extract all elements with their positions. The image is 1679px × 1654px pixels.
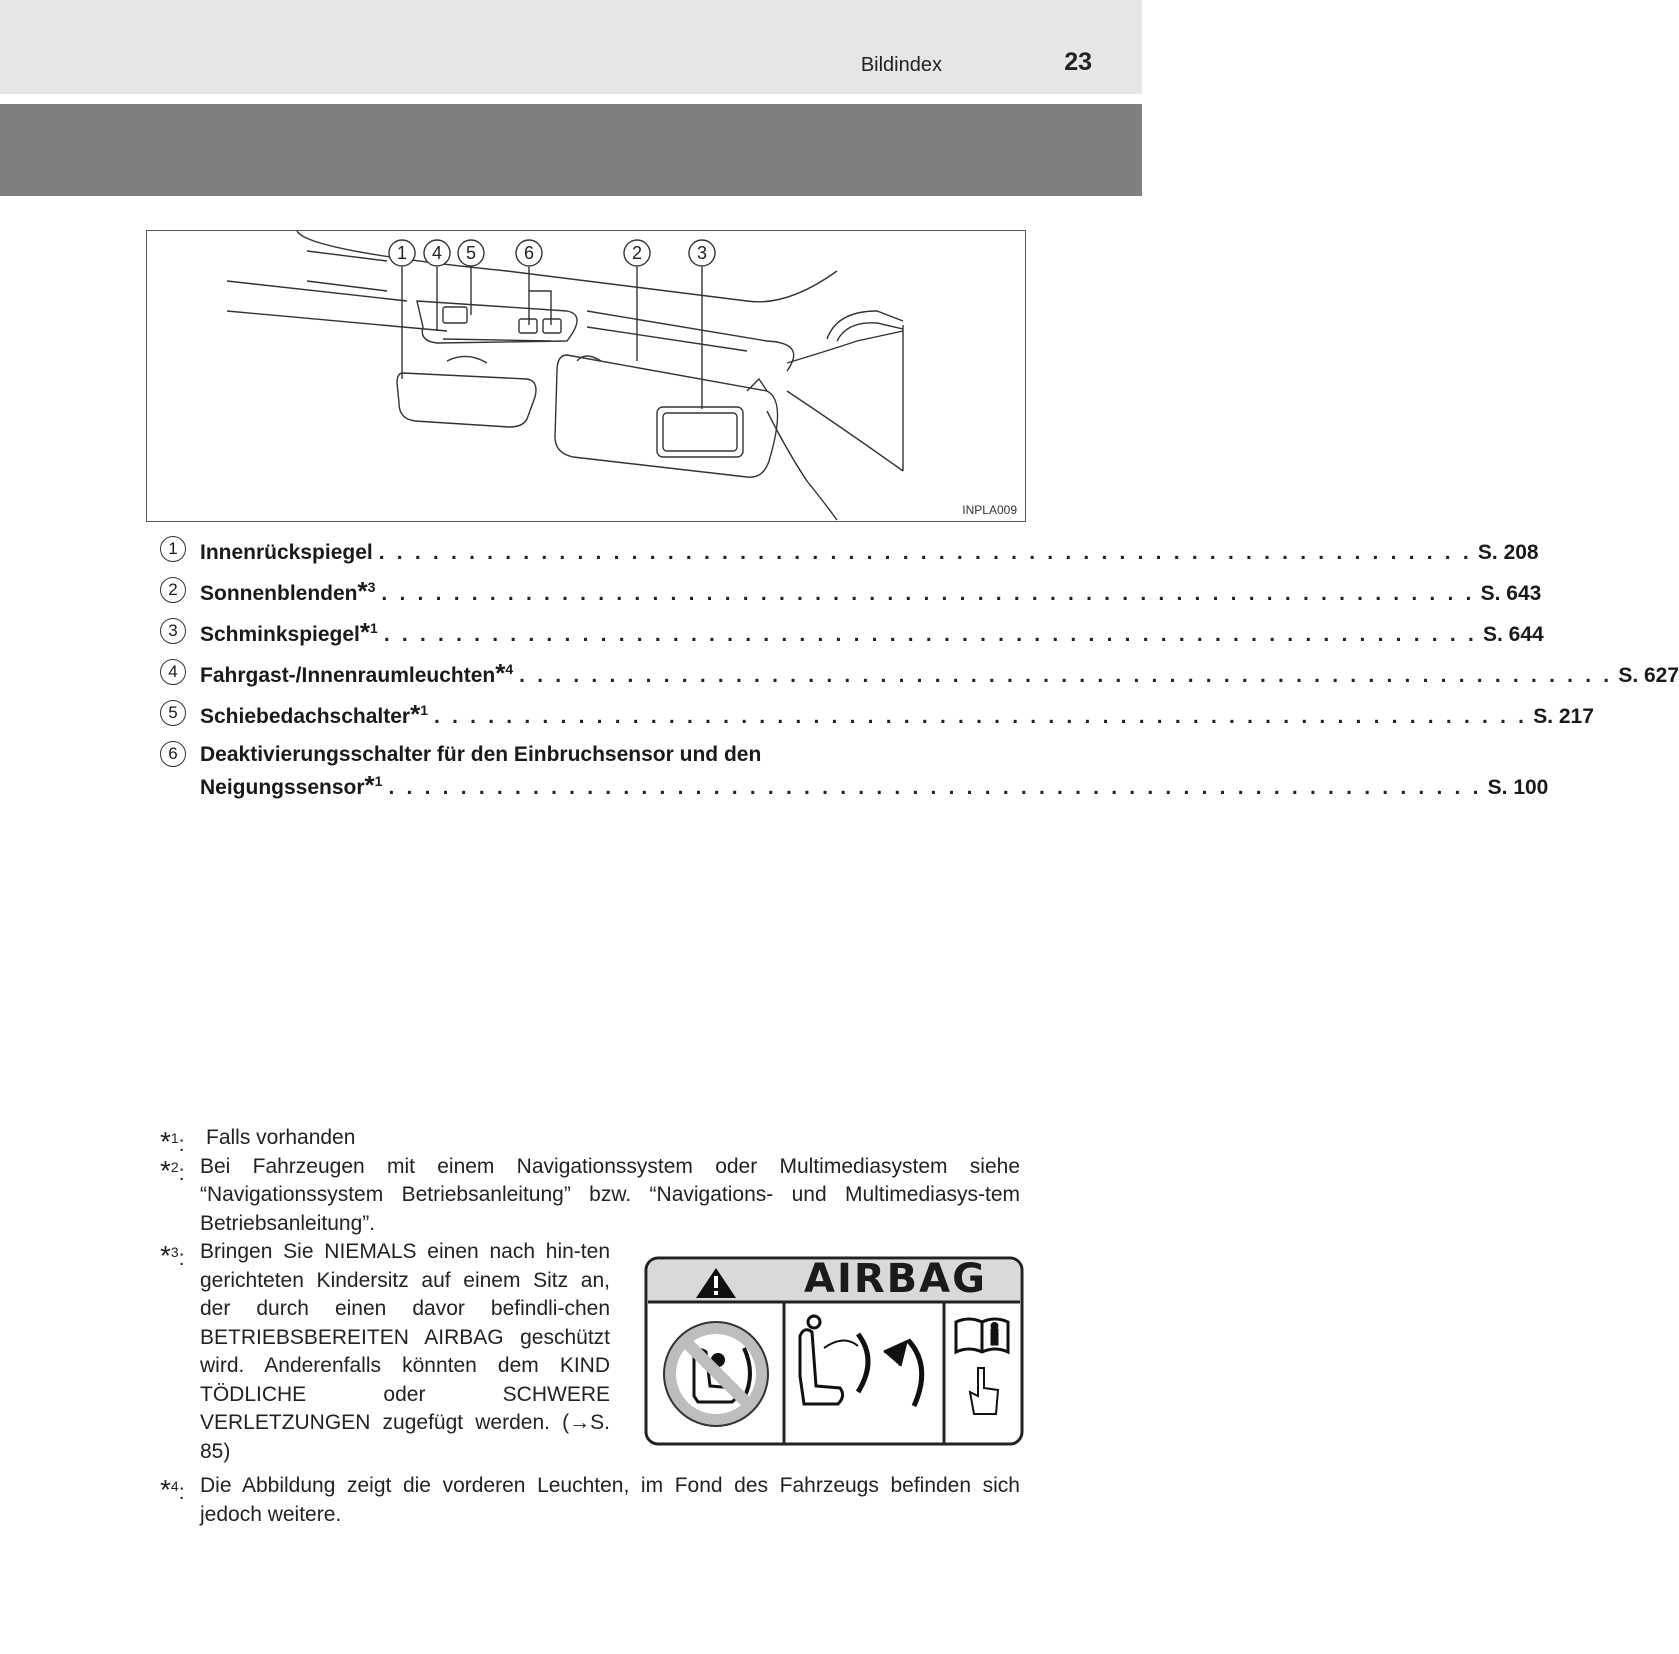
overhead-console-illustration (146, 230, 1026, 522)
callout-4-label: 4 (431, 243, 443, 263)
no-child-seat-icon (664, 1322, 768, 1426)
item-number: 1 (160, 536, 186, 562)
item-label-line1: Deaktivierungsschalter für den Einbruchsensor und den (200, 743, 762, 766)
header-band (0, 104, 1142, 196)
figure-code: INPLA009 (962, 503, 1017, 517)
page-reference[interactable]: S. 208 (1477, 541, 1539, 564)
item-number: 5 (160, 700, 186, 726)
leader-dots: . . . . . . . . . . . . . . . . . . . . . . . . . . . . . . . . . . . . . . . . . . . . . . . . . . . . . . . . . . . . . (388, 776, 1482, 799)
footnote-1 (160, 1124, 1020, 1157)
list-item (160, 657, 1679, 698)
callout-3-label: 3 (696, 243, 708, 263)
leader-dots: . . . . . . . . . . . . . . . . . . . . . . . . . . . . . . . . . . . . . . . . . . . . . . . . . . . . . . . . . . . . . (434, 705, 1528, 728)
footnote-4 (160, 1472, 1020, 1529)
item-label: Fahrgast-/Innenraumleuchten*$^4$ (200, 658, 514, 688)
footnote-marker: *$^4$: (160, 1474, 185, 1505)
item-number: 2 (160, 577, 186, 603)
item-number: 4 (160, 659, 186, 685)
page-number: 23 (1064, 48, 1092, 76)
footnote-text: Falls vorhanden (206, 1126, 356, 1149)
component-index-list (160, 534, 1679, 801)
item-label: Sonnenblenden*$^3$ (200, 576, 376, 606)
item-number: 3 (160, 618, 186, 644)
footnote-marker: *$^1$: (160, 1126, 185, 1157)
list-item (160, 616, 1544, 657)
callout-2-label: 2 (631, 243, 643, 263)
section-title: Bildindex (860, 54, 942, 76)
list-item (160, 698, 1594, 739)
item-label: Schminkspiegel*$^1$ (200, 617, 378, 647)
footnote-marker: *$^2$: (160, 1154, 185, 1186)
callout-5-label: 5 (465, 243, 477, 263)
page-reference[interactable]: S. 644 (1482, 623, 1544, 646)
airbag-warning-label (644, 1256, 1024, 1446)
list-item (160, 739, 1549, 801)
page-reference[interactable]: S. 100 (1487, 776, 1549, 799)
page-reference[interactable]: S. 217 (1533, 705, 1594, 728)
page-reference[interactable]: S. 627 (1618, 664, 1679, 687)
footnote-text: Bringen Sie NIEMALS einen nach hin-ten gerichteten Kindersitz auf einem Sitz an, der durch einen davor befindli-chen BETRIEBSBEREITEN AIRBAG geschützt wird. Anderenfalls könnten dem KIND TÖDLICHE oder SCHWERE VERLETZUNGEN zugefügt werden. (→S. 85) (200, 1240, 610, 1463)
callout-6-label: 6 (523, 243, 535, 263)
page-reference[interactable]: S. 643 (1480, 582, 1542, 605)
leader-dots: . . . . . . . . . . . . . . . . . . . . . . . . . . . . . . . . . . . . . . . . . . . . . . . . . . . . . . . . . . . . . (383, 623, 1477, 646)
leader-dots: . . . . . . . . . . . . . . . . . . . . . . . . . . . . . . . . . . . . . . . . . . . . . . . . . . . . . . . . . . . . . (381, 582, 1475, 605)
page-header (0, 0, 1142, 94)
footnote-2 (160, 1153, 1020, 1239)
list-item (160, 534, 1539, 575)
callout-1-label: 1 (396, 243, 408, 263)
footnote-text: Bei Fahrzeugen mit einem Navigationssystem oder Multimediasystem siehe “Navigationssystem Betriebsanleitung” bzw. “Navigations- und Multimediasys-tem Betriebsanleitung”. (200, 1154, 1020, 1235)
item-label: Neigungssensor*$^1$ (200, 770, 383, 800)
footnote-text: Die Abbildung zeigt die vorderen Leuchten, im Fond des Fahrzeugs befinden sich jedoch weitere. (200, 1474, 1020, 1526)
leader-dots: . . . . . . . . . . . . . . . . . . . . . . . . . . . . . . . . . . . . . . . . . . . . . . . . . . . . . . . . . . . . . (519, 664, 1613, 687)
car-interior-drawing (147, 231, 1024, 520)
item-label: Schiebedachschalter*$^1$ (200, 699, 429, 729)
footnote-marker: *$^3$: (160, 1240, 185, 1271)
airbag-title: AIRBAG (804, 1256, 987, 1302)
item-label: Innenrückspiegel (200, 541, 373, 564)
item-number: 6 (160, 741, 186, 767)
leader-dots: . . . . . . . . . . . . . . . . . . . . . . . . . . . . . . . . . . . . . . . . . . . . . . . . . . . . . . . . . . . . . (378, 541, 1472, 564)
list-item (160, 575, 1542, 616)
